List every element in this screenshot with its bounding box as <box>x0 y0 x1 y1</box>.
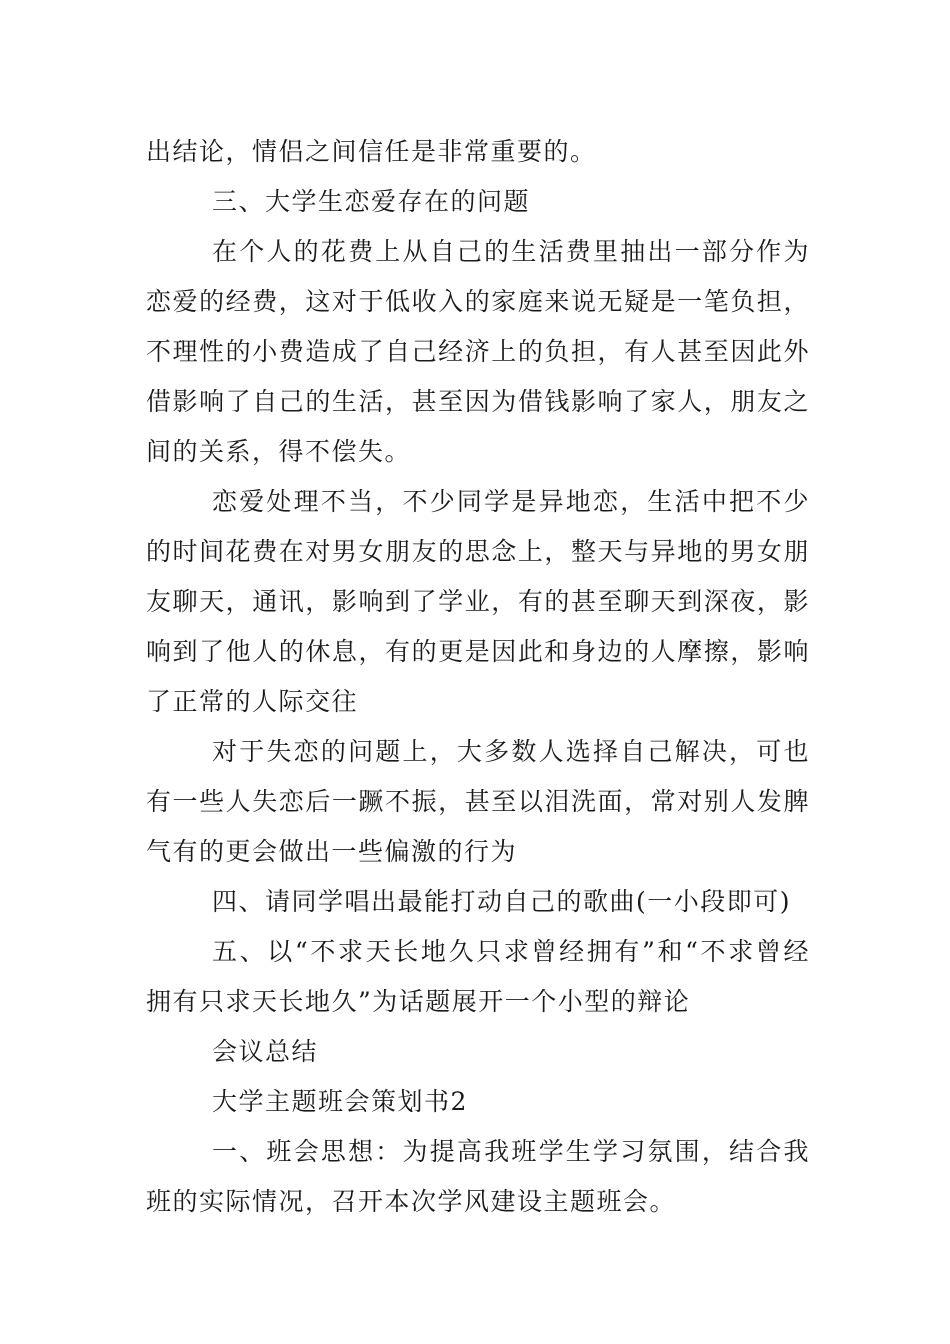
paragraph-spending: 在个人的花费上从自己的生活费里抽出一部分作为恋爱的经费，这对于低收入的家庭来说无疑是一笔负担，不理性的小费造成了自己经济上的负担，有人甚至因此外借影响了自己的生活，甚至因为借钱影响了家人，朋友之间的关系，得不偿失。 <box>146 237 810 466</box>
paragraph-long-distance: 恋爱处理不当，不少同学是异地恋，生活中把不少的时间花费在对男女朋友的思念上，整天与异地的男女朋友聊天，通讯，影响到了学业，有的甚至聊天到深夜，影响到了他人的休息，有的更是因此和身边的人摩擦，影响了正常的人际交往 <box>146 487 810 716</box>
heading-section-3: 三、大学生恋爱存在的问题 <box>212 187 531 216</box>
heading-section-4: 四、请同学唱出最能打动自己的歌曲(一小段即可) <box>212 887 792 916</box>
paragraph-breakup: 对于失恋的问题上，大多数人选择自己解决，可也有一些人失恋后一蹶不振，甚至以泪洗面，常对别人发脾气有的更会做出一些偏激的行为 <box>146 737 810 866</box>
paragraph-conclusion-continuation: 出结论，情侣之间信任是非常重要的。 <box>146 137 597 166</box>
heading-section-5: 五、以“不求天长地久只求曾经拥有”和“不求曾经拥有只求天长地久”为话题展开一个小型的辩论 <box>146 937 810 1016</box>
meeting-summary: 会议总结 <box>212 1037 319 1066</box>
document-title-2: 大学主题班会策划书2 <box>212 1087 468 1116</box>
paragraph-class-meeting-idea: 一、班会思想：为提高我班学生学习氛围，结合我班的实际情况，召开本次学风建设主题班会。 <box>146 1137 810 1216</box>
document-body <box>146 127 810 1227</box>
